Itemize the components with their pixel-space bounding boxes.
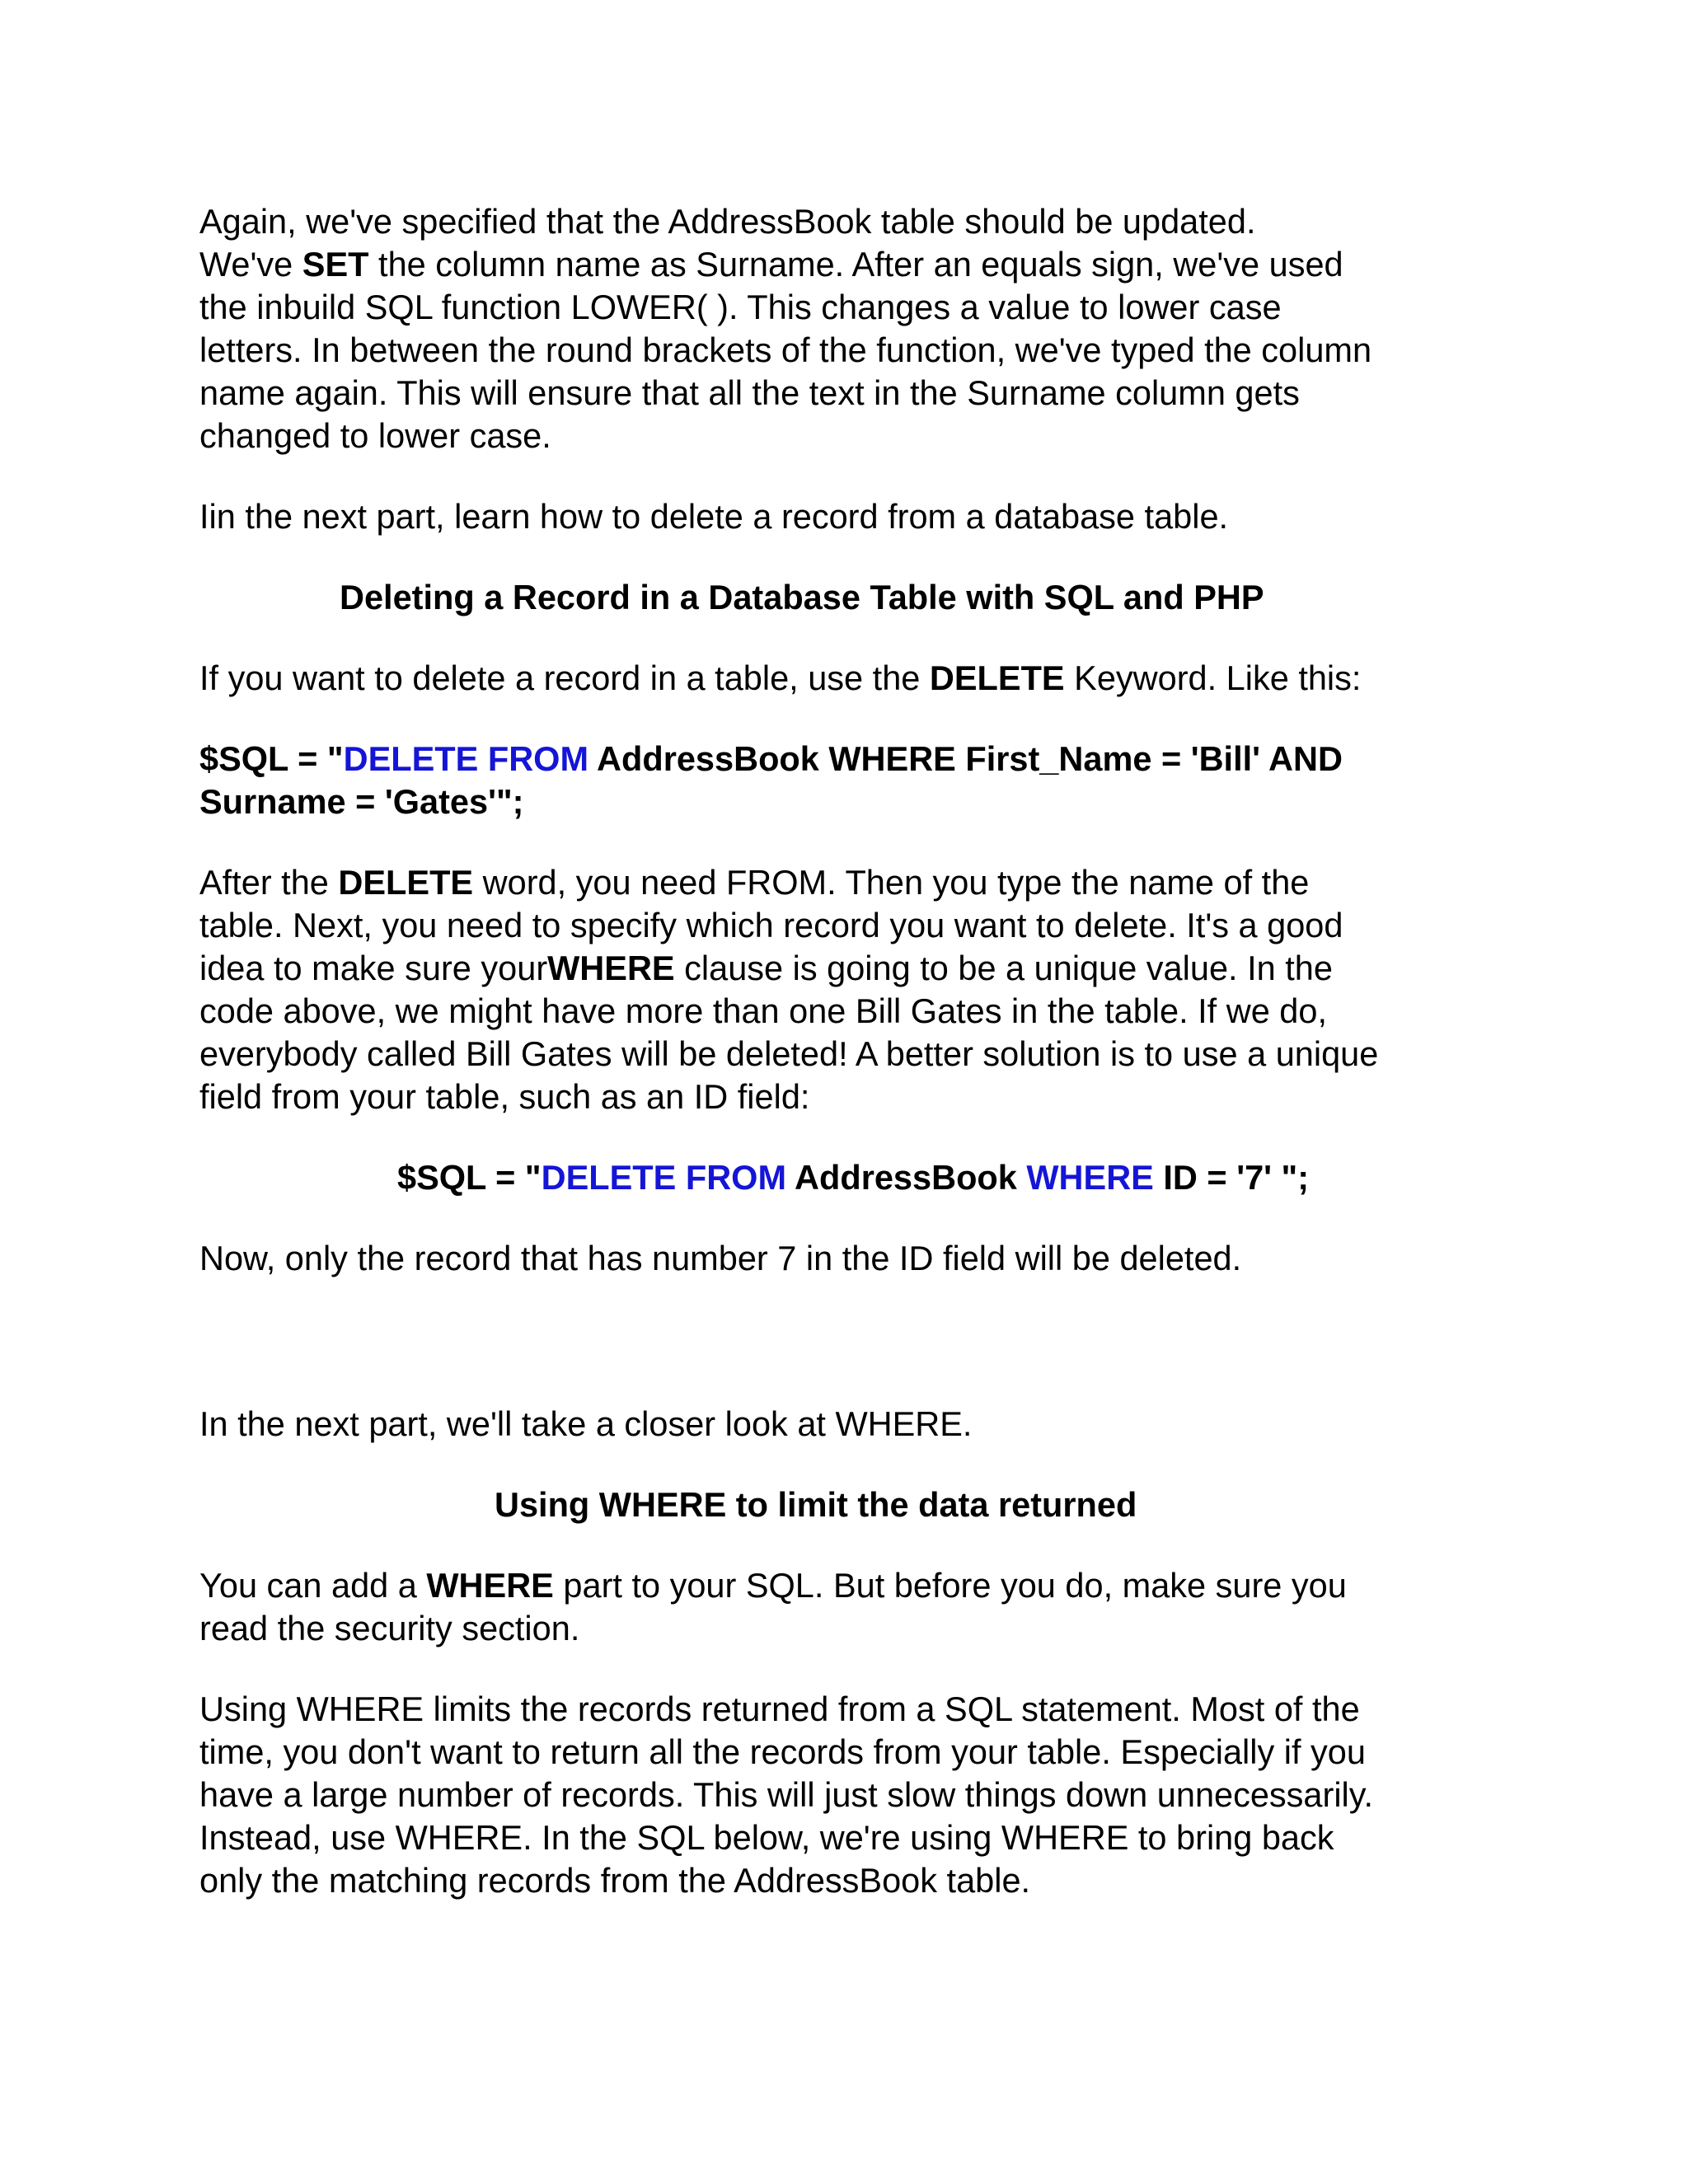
text-line: have a large number of records. This will just slow things down unnecessarily.: [199, 1775, 1373, 1814]
code-sample-delete-by-name: [199, 738, 1502, 823]
text-line: Iin the next part, learn how to delete a record from a database table.: [199, 497, 1229, 536]
section-heading-using-where: Using WHERE to limit the data returned: [495, 1485, 1137, 1524]
paragraph-where-intro: [199, 1564, 1502, 1650]
sql-keyword-highlight: DELETE FROM: [343, 739, 589, 778]
text-run: We've: [199, 245, 302, 284]
text-line: Again, we've specified that the AddressBook table should be updated.: [199, 202, 1256, 241]
bold-keyword-where: WHERE: [547, 949, 675, 987]
code-run: $SQL = ": [397, 1158, 542, 1197]
code-line: [199, 738, 1502, 780]
code-run: $SQL = ": [199, 739, 344, 778]
paragraph-delete-intro: [199, 657, 1502, 700]
text-run: word, you need FROM. Then you type the name of the: [473, 863, 1310, 902]
paragraph-next-part-where: [199, 1403, 1502, 1446]
document-page: [199, 200, 1502, 1902]
bold-keyword-delete: DELETE: [929, 658, 1065, 697]
text-run: You can add a: [199, 1566, 427, 1605]
sql-keyword-highlight: DELETE FROM: [541, 1158, 787, 1197]
text-run: Keyword. Like this:: [1064, 658, 1362, 697]
paragraph-delete-explanation: [199, 861, 1502, 1118]
paragraph-delete-result: [199, 1237, 1502, 1280]
text-line: time, you don't want to return all the records from your table. Especially if you: [199, 1732, 1366, 1771]
text-line: [199, 657, 1502, 700]
code-sample-delete-by-id: [397, 1156, 1502, 1199]
code-run: AddressBook: [786, 1158, 1027, 1197]
text-line: table. Next, you need to specify which record you want to delete. It's a good: [199, 906, 1343, 944]
text-line: In the next part, we'll take a closer look at WHERE.: [199, 1404, 973, 1443]
text-run: If you want to delete a record in a table, use the: [199, 658, 930, 697]
code-run: ID = '7' ";: [1153, 1158, 1310, 1197]
paragraph-update-explanation: [199, 200, 1502, 457]
text-run: the column name as Surname. After an equals sign, we've used: [368, 245, 1343, 284]
bold-keyword-delete: DELETE: [338, 863, 474, 902]
text-line: code above, we might have more than one Bill Gates in the table. If we do,: [199, 991, 1328, 1030]
text-line: Using WHERE limits the records returned from a SQL statement. Most of the: [199, 1690, 1360, 1728]
text-line: the inbuild SQL function LOWER( ). This changes a value to lower case: [199, 288, 1282, 326]
text-line: read the security section.: [199, 1609, 580, 1647]
text-line: letters. In between the round brackets of the function, we've typed the column: [199, 330, 1372, 369]
text-line: [199, 861, 1502, 904]
text-line: [199, 1564, 1502, 1607]
text-line: Now, only the record that has number 7 in the ID field will be deleted.: [199, 1239, 1242, 1277]
code-run: AddressBook WHERE First_Name = 'Bill' AND: [588, 739, 1343, 778]
text-line: field from your table, such as an ID field:: [199, 1077, 810, 1116]
text-line: name again. This will ensure that all the text in the Surname column gets: [199, 373, 1300, 412]
code-line: Surname = 'Gates'";: [199, 782, 524, 821]
text-line: [199, 243, 1502, 286]
text-line: Instead, use WHERE. In the SQL below, we're using WHERE to bring back: [199, 1818, 1334, 1857]
text-line: only the matching records from the AddressBook table.: [199, 1861, 1031, 1900]
text-run: idea to make sure your: [199, 949, 548, 987]
text-run: clause is going to be a unique value. In the: [674, 949, 1333, 987]
text-run: part to your SQL. But before you do, make sure you: [553, 1566, 1347, 1605]
paragraph-next-part-delete: [199, 495, 1502, 538]
text-run: After the: [199, 863, 339, 902]
text-line: changed to lower case.: [199, 416, 551, 455]
sql-keyword-highlight: WHERE: [1026, 1158, 1154, 1197]
bold-keyword-set: SET: [302, 245, 369, 284]
paragraph-where-explanation: [199, 1688, 1502, 1902]
bold-keyword-where: WHERE: [426, 1566, 554, 1605]
text-line: [199, 947, 1502, 990]
section-heading-deleting-record: Deleting a Record in a Database Table with SQL and PHP: [340, 578, 1264, 616]
text-line: everybody called Bill Gates will be deleted! A better solution is to use a unique: [199, 1034, 1379, 1073]
